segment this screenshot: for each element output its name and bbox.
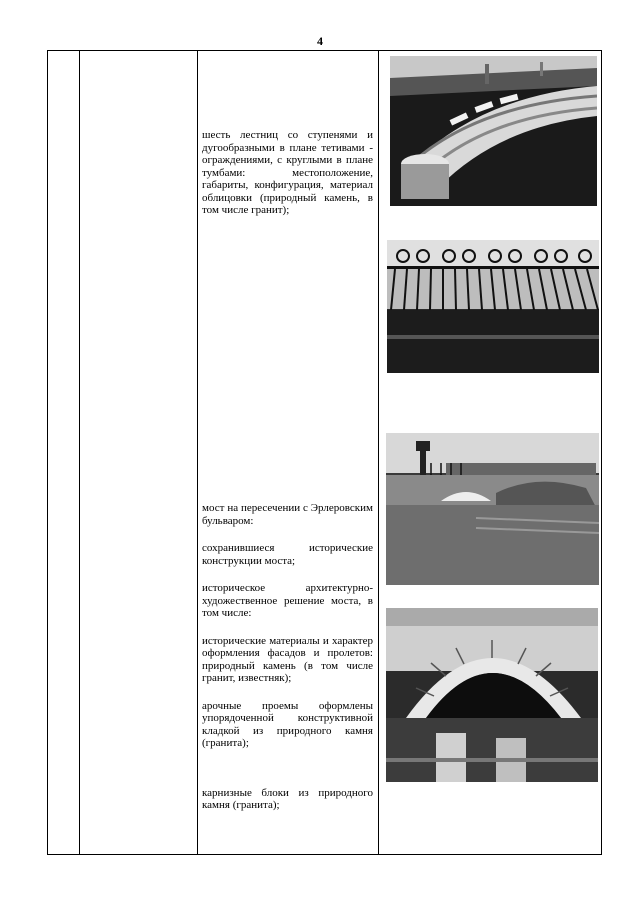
column-divider-2 — [79, 51, 80, 854]
fence-photo-icon — [387, 240, 599, 373]
stairs-photo-icon — [390, 56, 597, 206]
arch-photo-icon — [386, 608, 598, 782]
bridge-decision: историческое архитектурно-художественное решение моста, в том числе: — [202, 582, 373, 619]
column-divider-1 — [47, 51, 48, 854]
bridge-heading: мост на пересечении с Эрлеровским бульваром: — [202, 502, 373, 527]
bridge-constructions: сохранившиеся исторические конструкции моста; — [202, 542, 373, 567]
bridge-materials: исторические материалы и характер оформления фасадов и пролетов: природный камень (в том числе гранит, известняк); — [202, 634, 373, 684]
stairs-description: шесть лестниц со ступенями и дугообразными в плане тетивами - ограждениями, с круглыми в плане тумбами: местоположение, габариты, конфигурация, материал облицовки (природный камень, в том числе гранит); — [202, 129, 373, 216]
bridge-cornice: карнизные блоки из природного камня (гранита); — [202, 786, 373, 811]
text-block-stairs — [202, 129, 373, 217]
column-divider-5 — [601, 51, 602, 854]
bridge-photo-icon — [386, 433, 599, 585]
column-divider-3 — [197, 51, 198, 854]
column-divider-4 — [378, 51, 379, 854]
page-number: 4 — [317, 34, 323, 48]
bridge-arches: арочные проемы оформлены упорядоченной конструктивной кладкой из природного камня (гранита); — [202, 699, 373, 749]
text-block-bridge — [202, 502, 373, 812]
